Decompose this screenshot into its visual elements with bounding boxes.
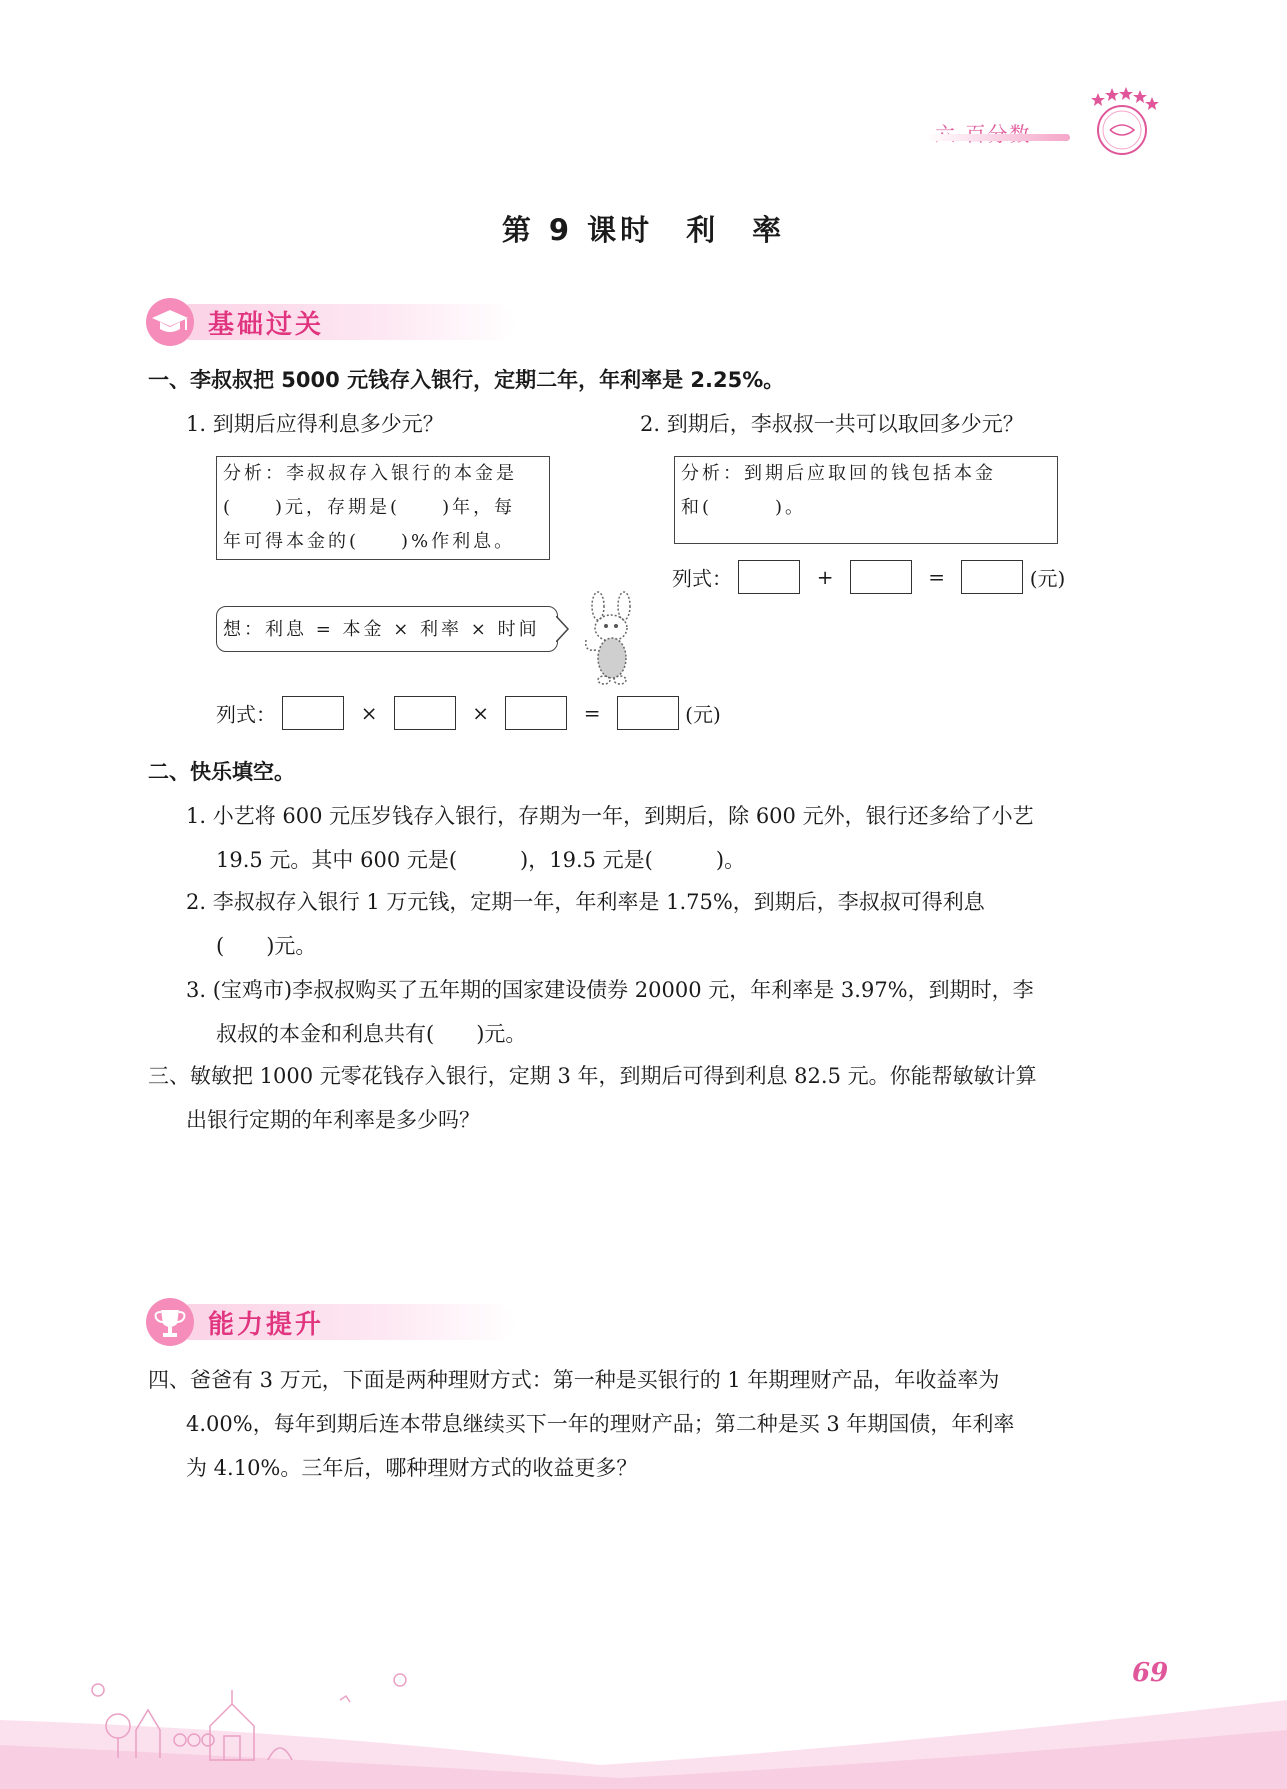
analysis-line: 和( )。 <box>681 497 807 518</box>
graduation-cap-icon <box>146 298 194 346</box>
q4 <box>148 1358 1168 1490</box>
formula-label: 列式： <box>216 702 276 727</box>
section-title: 基础过关 <box>208 310 325 340</box>
q2-item-line: 3. (宝鸡市)李叔叔购买了五年期的国家建设债券 20000 元，年利率是 3.97%，到期时，李 <box>186 978 1034 1002</box>
chapter-label <box>935 118 1031 147</box>
header-bar <box>925 134 1070 141</box>
q1-sub2: 2. 到期后，李叔叔一共可以取回多少元？ <box>640 412 1024 436</box>
answer-box[interactable] <box>394 696 456 730</box>
formula-row-2 <box>672 560 1065 594</box>
q2-item-line: ( )元。 <box>216 934 317 958</box>
q1-stem: 一、李叔叔把 5000 元钱存入银行，定期二年，年利率是 2.25%。 <box>148 368 785 392</box>
equals-sign: = <box>928 565 945 589</box>
answer-box[interactable] <box>738 560 800 594</box>
publisher-logo <box>1082 84 1160 156</box>
q2-item-1 <box>186 794 1166 882</box>
unit-label: (元) <box>685 702 721 727</box>
plus-sign: + <box>816 565 834 589</box>
equals-sign: = <box>583 701 601 725</box>
q2-item-3 <box>186 968 1166 1056</box>
section-header-advanced <box>146 1298 526 1348</box>
page-number: 69 <box>1132 1658 1169 1688</box>
footer-decoration <box>0 1660 1287 1789</box>
analysis-box-2 <box>674 456 1058 544</box>
q2-item-line: 1. 小艺将 600 元压岁钱存入银行，存期为一年，到期后，除 600 元外，银行还多给了小艺 <box>186 804 1034 828</box>
q1-sub1: 1. 到期后应得利息多少元？ <box>186 412 444 436</box>
q3 <box>148 1054 1168 1142</box>
section-title: 能力提升 <box>208 1310 325 1340</box>
formula-label: 列式： <box>672 566 732 591</box>
q4-line: 为 4.10%。三年后，哪种理财方式的收益更多？ <box>186 1456 638 1480</box>
answer-box[interactable] <box>282 696 344 730</box>
q2-item-2 <box>186 880 1166 968</box>
times-sign: × <box>360 701 378 725</box>
analysis-line: 分析：到期后应取回的钱包括本金 <box>681 463 996 484</box>
answer-box[interactable] <box>505 696 567 730</box>
unit-label: (元) <box>1029 566 1066 591</box>
answer-box[interactable] <box>617 696 679 730</box>
q3-line: 出银行定期的年利率是多少吗？ <box>186 1108 480 1132</box>
q2-stem: 二、快乐填空。 <box>148 760 295 784</box>
lesson-title: 第 9 课时 利 率 <box>501 213 786 247</box>
answer-box[interactable] <box>850 560 912 594</box>
analysis-line: 分析：李叔叔存入银行的本金是 <box>223 463 517 484</box>
q2-item-line: 19.5 元。其中 600 元是( )，19.5 元是( )。 <box>216 848 746 872</box>
rabbit-mascot-icon <box>576 590 646 686</box>
times-sign: × <box>472 701 489 725</box>
analysis-line: ( )元，存期是( )年，每 <box>223 497 516 518</box>
q4-line: 四、爸爸有 3 万元，下面是两种理财方式：第一种是买银行的 1 年期理财产品，年收益率为 <box>148 1368 1000 1392</box>
q2-item-line: 叔叔的本金和利息共有( )元。 <box>216 1022 527 1046</box>
q2-item-line: 2. 李叔叔存入银行 1 万元钱，定期一年，年利率是 1.75%，到期后，李叔叔可得利息 <box>186 890 985 914</box>
answer-box[interactable] <box>961 560 1023 594</box>
trophy-icon <box>146 1298 194 1346</box>
bubble-tail <box>556 616 570 642</box>
q3-line: 三、敏敏把 1000 元零花钱存入银行，定期 3 年，到期后可得到利息 82.5 元。你能帮敏敏计算 <box>148 1064 1037 1088</box>
section-header-basic <box>146 298 526 348</box>
think-bubble: 想：利息 = 本金 × 利率 × 时间 <box>216 606 558 652</box>
analysis-line: 年可得本金的( )%作利息。 <box>223 531 516 552</box>
formula-row-1 <box>216 696 721 730</box>
q4-line: 4.00%，每年到期后连本带息继续买下一年的理财产品；第二种是买 3 年期国债，年利率 <box>186 1412 1015 1436</box>
analysis-box-1 <box>216 456 550 560</box>
